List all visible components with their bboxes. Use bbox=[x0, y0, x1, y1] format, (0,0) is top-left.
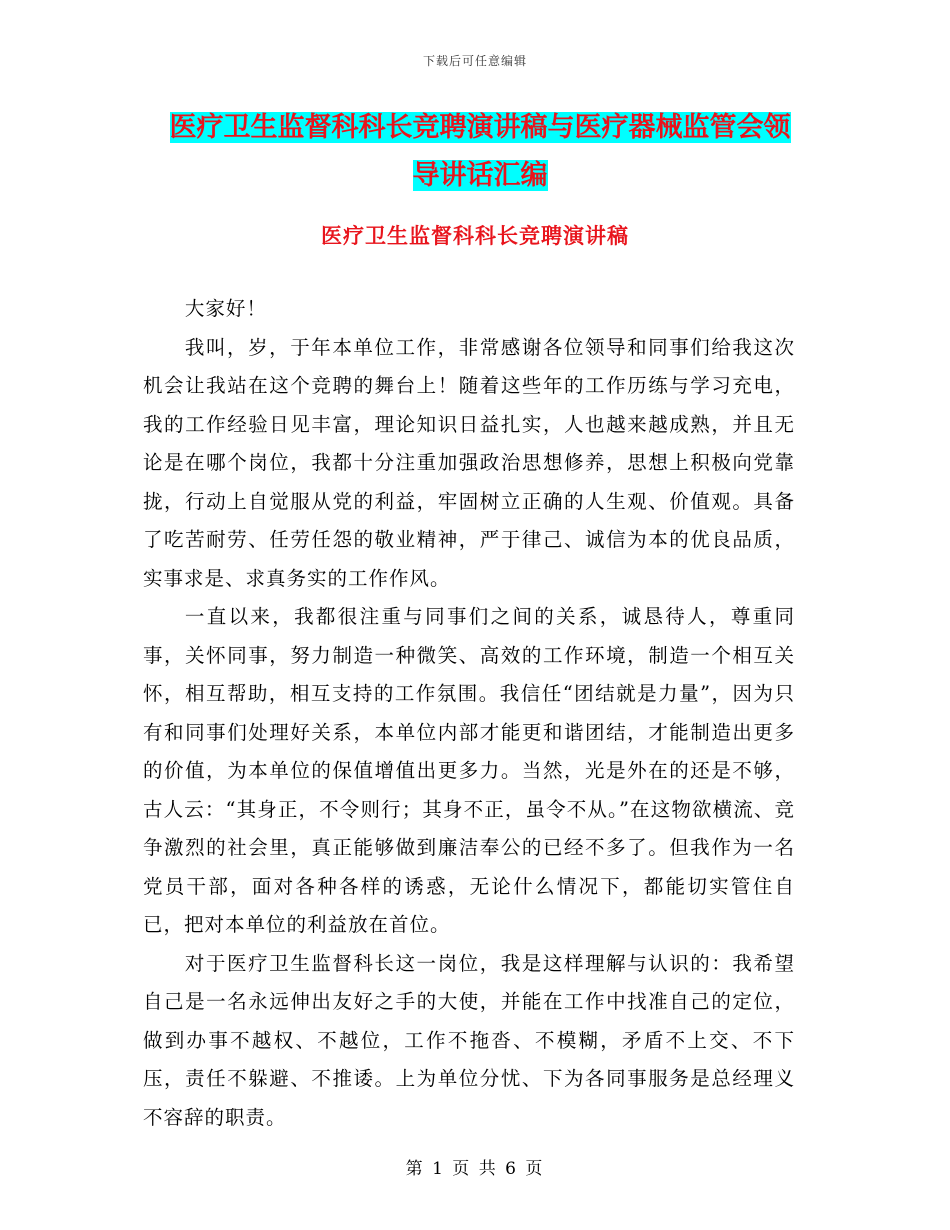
paragraph-relationships: 一直以来，我都很注重与同事们之间的关系，诚恳待人，尊重同事，关怀同事，努力制造一种微笑、高效的工作环境，制造一个相互关怀，相互帮助，相互支持的工作氛围。我信任“团结就是力量”，因为只有和同事们处理好关系，本单位内部才能更和谐团结，才能制造出更多的价值，为本单位的保值增值出更多力。当然，光是外在的还是不够，古人云：“其身正，不令则行；其身不正，虽令不从。”在这物欲横流、竞争激烈的社会里，真正能够做到廉洁奉公的已经不多了。但我作为一名党员干部，面对各种各样的诱惑，无论什么情况下，都能切实管住自已，把对本单位的利益放在首位。 bbox=[143, 605, 795, 936]
page-header-note: 下载后可任意编辑 bbox=[422, 54, 527, 68]
paragraph-position-understanding: 对于医疗卫生监督科长这一岗位，我是这样理解与认识的：我希望自己是一名永远伸出友好之手的大使，并能在工作中找准自己的定位，做到办事不越权、不越位，工作不拖沓、不模糊，矛盾不上交、不下压，责任不躲避、不推诿。上为单位分忧、下为各同事服务是总经理义不容辞的职责。 bbox=[143, 951, 795, 1129]
paragraph-greeting: 大家好！ bbox=[184, 297, 267, 320]
body-text bbox=[143, 290, 795, 1137]
paragraph-introduction: 我叫，岁，于年本单位工作，非常感谢各位领导和同事们给我这次机会让我站在这个竞聘的舞台上！随着这些年的工作历练与学习充电，我的工作经验日见丰富，理论知识日益扎实，人也越来越成熟，并且无论是在哪个岗位，我都十分注重加强政治思想修养，思想上积极向党靠拢，行动上自觉服从党的利益，牢固树立正确的人生观、价值观。具备了吃苦耐劳、任劳任怨的敬业精神，严于律己、诚信为本的优良品质，实事求是、求真务实的工作作风。 bbox=[143, 335, 795, 590]
page-number-footer: 第 1 页 共 6 页 bbox=[405, 1159, 545, 1179]
section-title: 医疗卫生监督科科长竞聘演讲稿 bbox=[321, 224, 629, 248]
document-title-line-1: 医疗卫生监督科科长竞聘演讲稿与医疗器械监管会领 bbox=[169, 112, 791, 143]
document-title-line-2: 导讲话汇编 bbox=[412, 160, 548, 191]
document-title bbox=[140, 104, 820, 200]
